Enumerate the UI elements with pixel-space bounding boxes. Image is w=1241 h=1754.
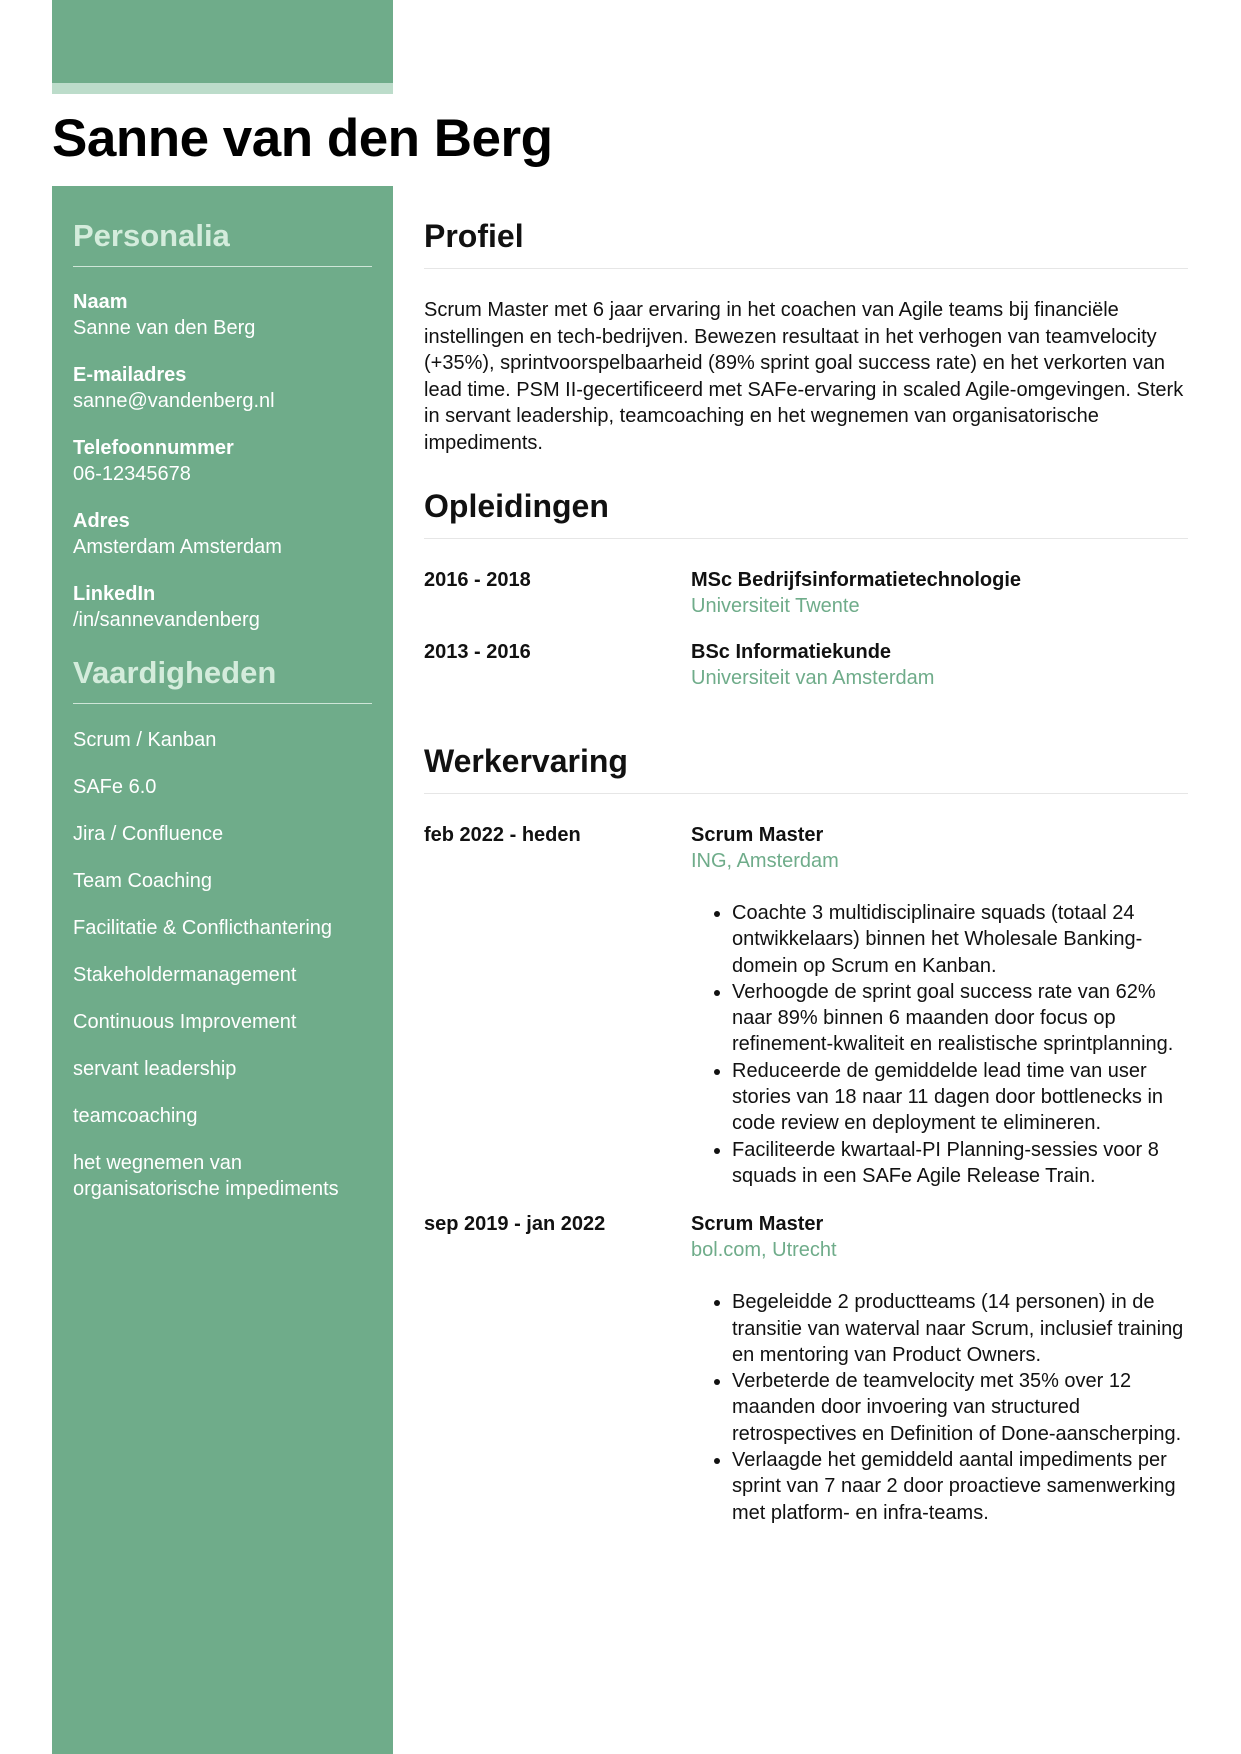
personalia-label: Telefoonnummer <box>73 437 234 459</box>
experience-bullet: • Verbeterde de teamvelocity met 35% over 12 maanden door invoering van structured retrospectives en Definition of Done-aanscherping. <box>732 1368 1188 1447</box>
personalia-item-name <box>73 289 372 341</box>
skills-heading: Vaardigheden <box>73 654 372 704</box>
top-accent-band <box>52 0 393 83</box>
experience-heading: Werkervaring <box>424 711 1188 794</box>
experience-company: bol.com, Utrecht <box>691 1239 837 1262</box>
candidate-name: Sanne van den Berg <box>52 109 553 168</box>
education-degree: MSc Bedrijfsinformatietechnologie <box>691 569 1022 591</box>
experience-list <box>424 822 1188 1526</box>
experience-bullet: • Coachte 3 multidisciplinaire squads (totaal 24 ontwikkelaars) binnen het Wholesale Banking-domein op Scrum en Kanban. <box>732 900 1188 979</box>
personalia-label: LinkedIn <box>73 583 156 605</box>
experience-role: Scrum Master <box>691 824 824 846</box>
skill-item: SAFe 6.0 <box>73 776 157 798</box>
skill-item: Continuous Improvement <box>73 1011 297 1033</box>
experience-period: feb 2022 - heden <box>424 824 581 846</box>
experience-entry <box>424 822 1188 1189</box>
profile-heading: Profiel <box>424 186 1188 269</box>
education-period: 2013 - 2016 <box>424 641 531 663</box>
phone-value: 06-12345678 <box>73 463 191 485</box>
email-value[interactable]: sanne@vandenberg.nl <box>73 390 275 412</box>
education-list <box>424 567 1188 691</box>
skill-item: Team Coaching <box>73 870 212 892</box>
skill-item: Stakeholdermanagement <box>73 964 297 986</box>
address-value: Amsterdam Amsterdam <box>73 536 282 558</box>
personalia-list <box>73 289 372 633</box>
personalia-value: Sanne van den Berg <box>73 317 256 339</box>
experience-details <box>691 822 1188 1189</box>
skill-item: Jira / Confluence <box>73 823 224 845</box>
personalia-label: Adres <box>73 510 130 532</box>
personalia-label: Naam <box>73 291 128 313</box>
skills-list <box>73 727 372 1202</box>
education-period: 2016 - 2018 <box>424 569 531 591</box>
experience-bullet: • Verhoogde de sprint goal success rate van 62% naar 89% binnen 6 maanden door focus op refinement-kwaliteit en realistische sprintplanning. <box>732 979 1188 1058</box>
skill-item: teamcoaching <box>73 1105 198 1127</box>
education-degree: BSc Informatiekunde <box>691 641 892 663</box>
experience-company: ING, Amsterdam <box>691 850 839 872</box>
experience-bullet: • Reduceerde de gemiddelde lead time van user stories van 18 naar 11 dagen door bottlenecks in code review en deployment te elimineren. <box>732 1058 1188 1137</box>
top-accent-stripe <box>52 83 393 94</box>
experience-bullet: • Begeleidde 2 productteams (14 personen) in de transitie van waterval naar Scrum, inclusief training en mentoring van Product Owners. <box>732 1289 1188 1368</box>
experience-bullets <box>691 1289 1188 1526</box>
linkedin-value[interactable]: /in/sannevandenberg <box>73 609 260 631</box>
experience-entry <box>424 1211 1188 1526</box>
personalia-heading: Personalia <box>73 217 372 267</box>
education-school: Universiteit van Amsterdam <box>691 667 935 689</box>
experience-details <box>691 1211 1188 1526</box>
education-section <box>424 456 1188 691</box>
skill-item: het wegnemen van organisatorische impediments <box>73 1152 339 1200</box>
sidebar <box>52 186 393 1754</box>
skill-item: Scrum / Kanban <box>73 729 217 751</box>
education-details <box>691 639 1188 691</box>
personalia-item-linkedin <box>73 581 372 633</box>
personalia-item-address <box>73 508 372 560</box>
main-content <box>424 186 1188 1548</box>
education-heading: Opleidingen <box>424 456 1188 539</box>
experience-period: sep 2019 - jan 2022 <box>424 1213 606 1236</box>
skill-item: servant leadership <box>73 1058 237 1080</box>
experience-section <box>424 711 1188 1526</box>
personalia-label: E-mailadres <box>73 364 187 386</box>
education-entry <box>424 639 1188 691</box>
personalia-item-phone <box>73 435 372 487</box>
profile-section <box>424 186 1188 456</box>
personalia-item-email <box>73 362 372 414</box>
experience-role: Scrum Master <box>691 1213 824 1236</box>
education-entry <box>424 567 1188 619</box>
experience-bullets <box>691 900 1188 1189</box>
education-school: Universiteit Twente <box>691 595 860 617</box>
experience-bullet: • Faciliteerde kwartaal-PI Planning-sessies voor 8 squads in een SAFe Agile Release Train. <box>732 1137 1188 1190</box>
experience-bullet: • Verlaagde het gemiddeld aantal impediments per sprint van 7 naar 2 door proactieve samenwerking met platform- en infra-teams. <box>732 1447 1188 1526</box>
profile-text: Scrum Master met 6 jaar ervaring in het coachen van Agile teams bij financiële instellingen en tech-bedrijven. Bewezen resultaat in het verhogen van teamvelocity (+35%), sprintvoorspelbaarheid (89% sprint goal success rate) en het verkorten van lead time. PSM II-gecertificeerd met SAFe-ervaring in scaled Agile-omgevingen. Sterk in servant leadership, teamcoaching en het wegnemen van organisatorische impediments. <box>424 299 1184 454</box>
skill-item: Facilitatie & Conflicthantering <box>73 917 333 939</box>
education-details <box>691 567 1188 619</box>
